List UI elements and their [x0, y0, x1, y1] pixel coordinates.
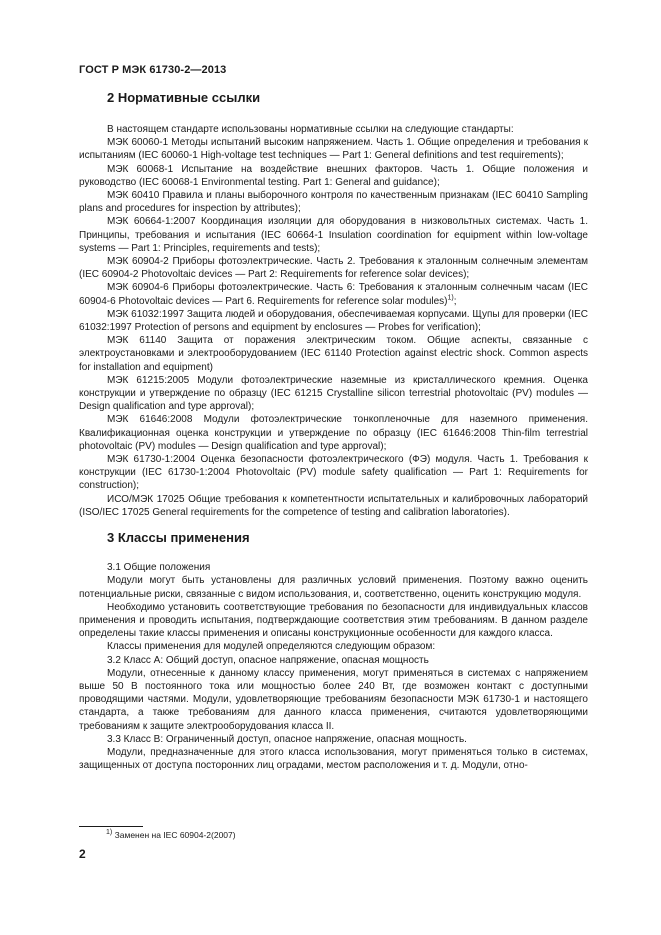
subsection-heading: 3.1 Общие положения [107, 562, 211, 574]
reference-item: МЭК 61730-1:2004 Оценка безопасности фотоэлектрического (ФЭ) модуля. Часть 1. Требования к конструкции (IEC 61730-1:2004 Photovoltaic (PV) module safety qualification — Part 1: Requirements for construction); [79, 454, 588, 492]
reference-item: МЭК 61215:2005 Модули фотоэлектрические наземные из кристаллического кремния. Оценка конструкции и утверждение по образцу (IEC 61215 Crystalline silicon terrestrial photovoltaic (PV) modules — Design qualification and type approval); [79, 374, 588, 413]
footnote-divider [79, 826, 143, 827]
document-header: ГОСТ Р МЭК 61730-2—2013 [79, 64, 227, 76]
body-paragraph: Модули могут быть установлены для различных условий применения. Поэтому важно оценить потенциальные риски, связанные с видом использования, и, соответственно, оценить конструкцию модуля. [79, 575, 588, 600]
reference-item: МЭК 60060-1 Методы испытаний высоким напряжением. Часть 1. Общие определения и требования к испытаниям (IEC 60060-1 High-voltage test techniques — Part 1: General definitions and test requirements); [79, 137, 588, 162]
reference-item: МЭК 61032:1997 Защита людей и оборудования, обеспечиваемая корпусами. Щупы для проверки (IEC 61032:1997 Protection of persons and equipment by enclosures — Probes for verification); [79, 308, 588, 334]
reference-text: МЭК 60904-6 Приборы фотоэлектрические. Часть 6: Требования к эталонным солнечным часам (IEC 60904-6 Photovoltaic devices — Part 6. Requirements for reference solar modules) [79, 282, 588, 307]
body-paragraph: Классы применения для модулей определяются следующим образом: [107, 641, 436, 653]
footnote-marker: 1) [447, 294, 454, 302]
reference-item: МЭК 60904-2 Приборы фотоэлектрические. Часть 2. Требования к эталонным солнечным элементам (IEC 60904-2 Photovoltaic devices — Part 2: Requirements for reference solar devices); [79, 256, 588, 281]
footnote-text: Заменен на IEC 60904-2(2007) [114, 830, 236, 840]
reference-item [79, 281, 588, 307]
body-paragraph: Модули, отнесенные к данному классу применения, могут применяться в системах с напряжением выше 50 В постоянного тока или мощностью более 240 Вт, где возможен контакт с доступными проводящими частями. Модули, удовлетворяющие требованиям безопасности МЭК 61730-1 и настоящего стандарта, а также требованиям для данного класса применения, считаются удовлетворяющими требованиям к защите электрооборудования класса II. [79, 667, 588, 732]
reference-suffix: ; [453, 295, 457, 307]
section-3-title: 3 Классы применения [107, 530, 250, 546]
subsection-heading: 3.2 Класс А: Общий доступ, опасное напряжение, опасная мощность [107, 654, 429, 666]
reference-item: МЭК 60410 Правила и планы выборочного контроля по качественным признакам (IEC 60410 Sampling plans and procedures for inspection by attributes); [79, 190, 588, 215]
reference-item: МЭК 60664-1:2007 Координация изоляции для оборудования в низковольтных системах. Часть 1. Принципы, требования и испытания (IEC 60664-1 Insulation coordination for equipment within low-voltage systems — Part 1: Principles, requirements and tests); [79, 216, 588, 254]
section-2-intro: В настоящем стандарте использованы нормативные ссылки на следующие стандарты: [107, 124, 514, 135]
reference-item: ИСО/МЭК 17025 Общие требования к компетентности испытательных и калибровочных лабораторий (ISO/IEC 17025 General requirements for the competence of testing and calibration laboratories). [79, 493, 588, 518]
reference-item: МЭК 61646:2008 Модули фотоэлектрические тонкопленочные для наземного применения. Квалификационная оценка конструкции и утверждение по образцу (IEC 61646:2008 Thin-film terrestrial photovoltaic (PV) modules — Design qualification and type approval); [79, 414, 588, 452]
footnote [106, 830, 236, 841]
subsection-heading: 3.3 Класс В: Ограниченный доступ, опасное напряжение, опасная мощность. [107, 733, 467, 745]
section-2-title: 2 Нормативные ссылки [107, 90, 261, 105]
body-paragraph: Модули, предназначенные для этого класса использования, могут применяться только в системах, защищенных от доступа посторонних лиц оградами, местом расположения и т. д. Модули, отно- [79, 746, 588, 772]
reference-item: МЭК 61140 Защита от поражения электрическим током. Общие аспекты, связанные с электроустановками и электрооборудованием (IEC 61140 Protection against electric shock. Common aspects for installation and equipment) [79, 335, 588, 373]
reference-item: МЭК 60068-1 Испытание на воздействие внешних факторов. Часть 1. Общие положения и руководство (IEC 60068-1 Environmental testing. Part 1: General and guidance); [79, 163, 588, 188]
page-number: 2 [79, 847, 86, 861]
body-paragraph: Необходимо установить соответствующие требования по безопасности для индивидуальных классов применения и проводить испытания, подтверждающие соответствия этим требованиям. В данном разделе определены такие классы применения и описаны конструкционные особенности для каждого класса. [79, 601, 588, 640]
main-content [79, 89, 588, 772]
footnote-mark: 1) [106, 829, 113, 837]
